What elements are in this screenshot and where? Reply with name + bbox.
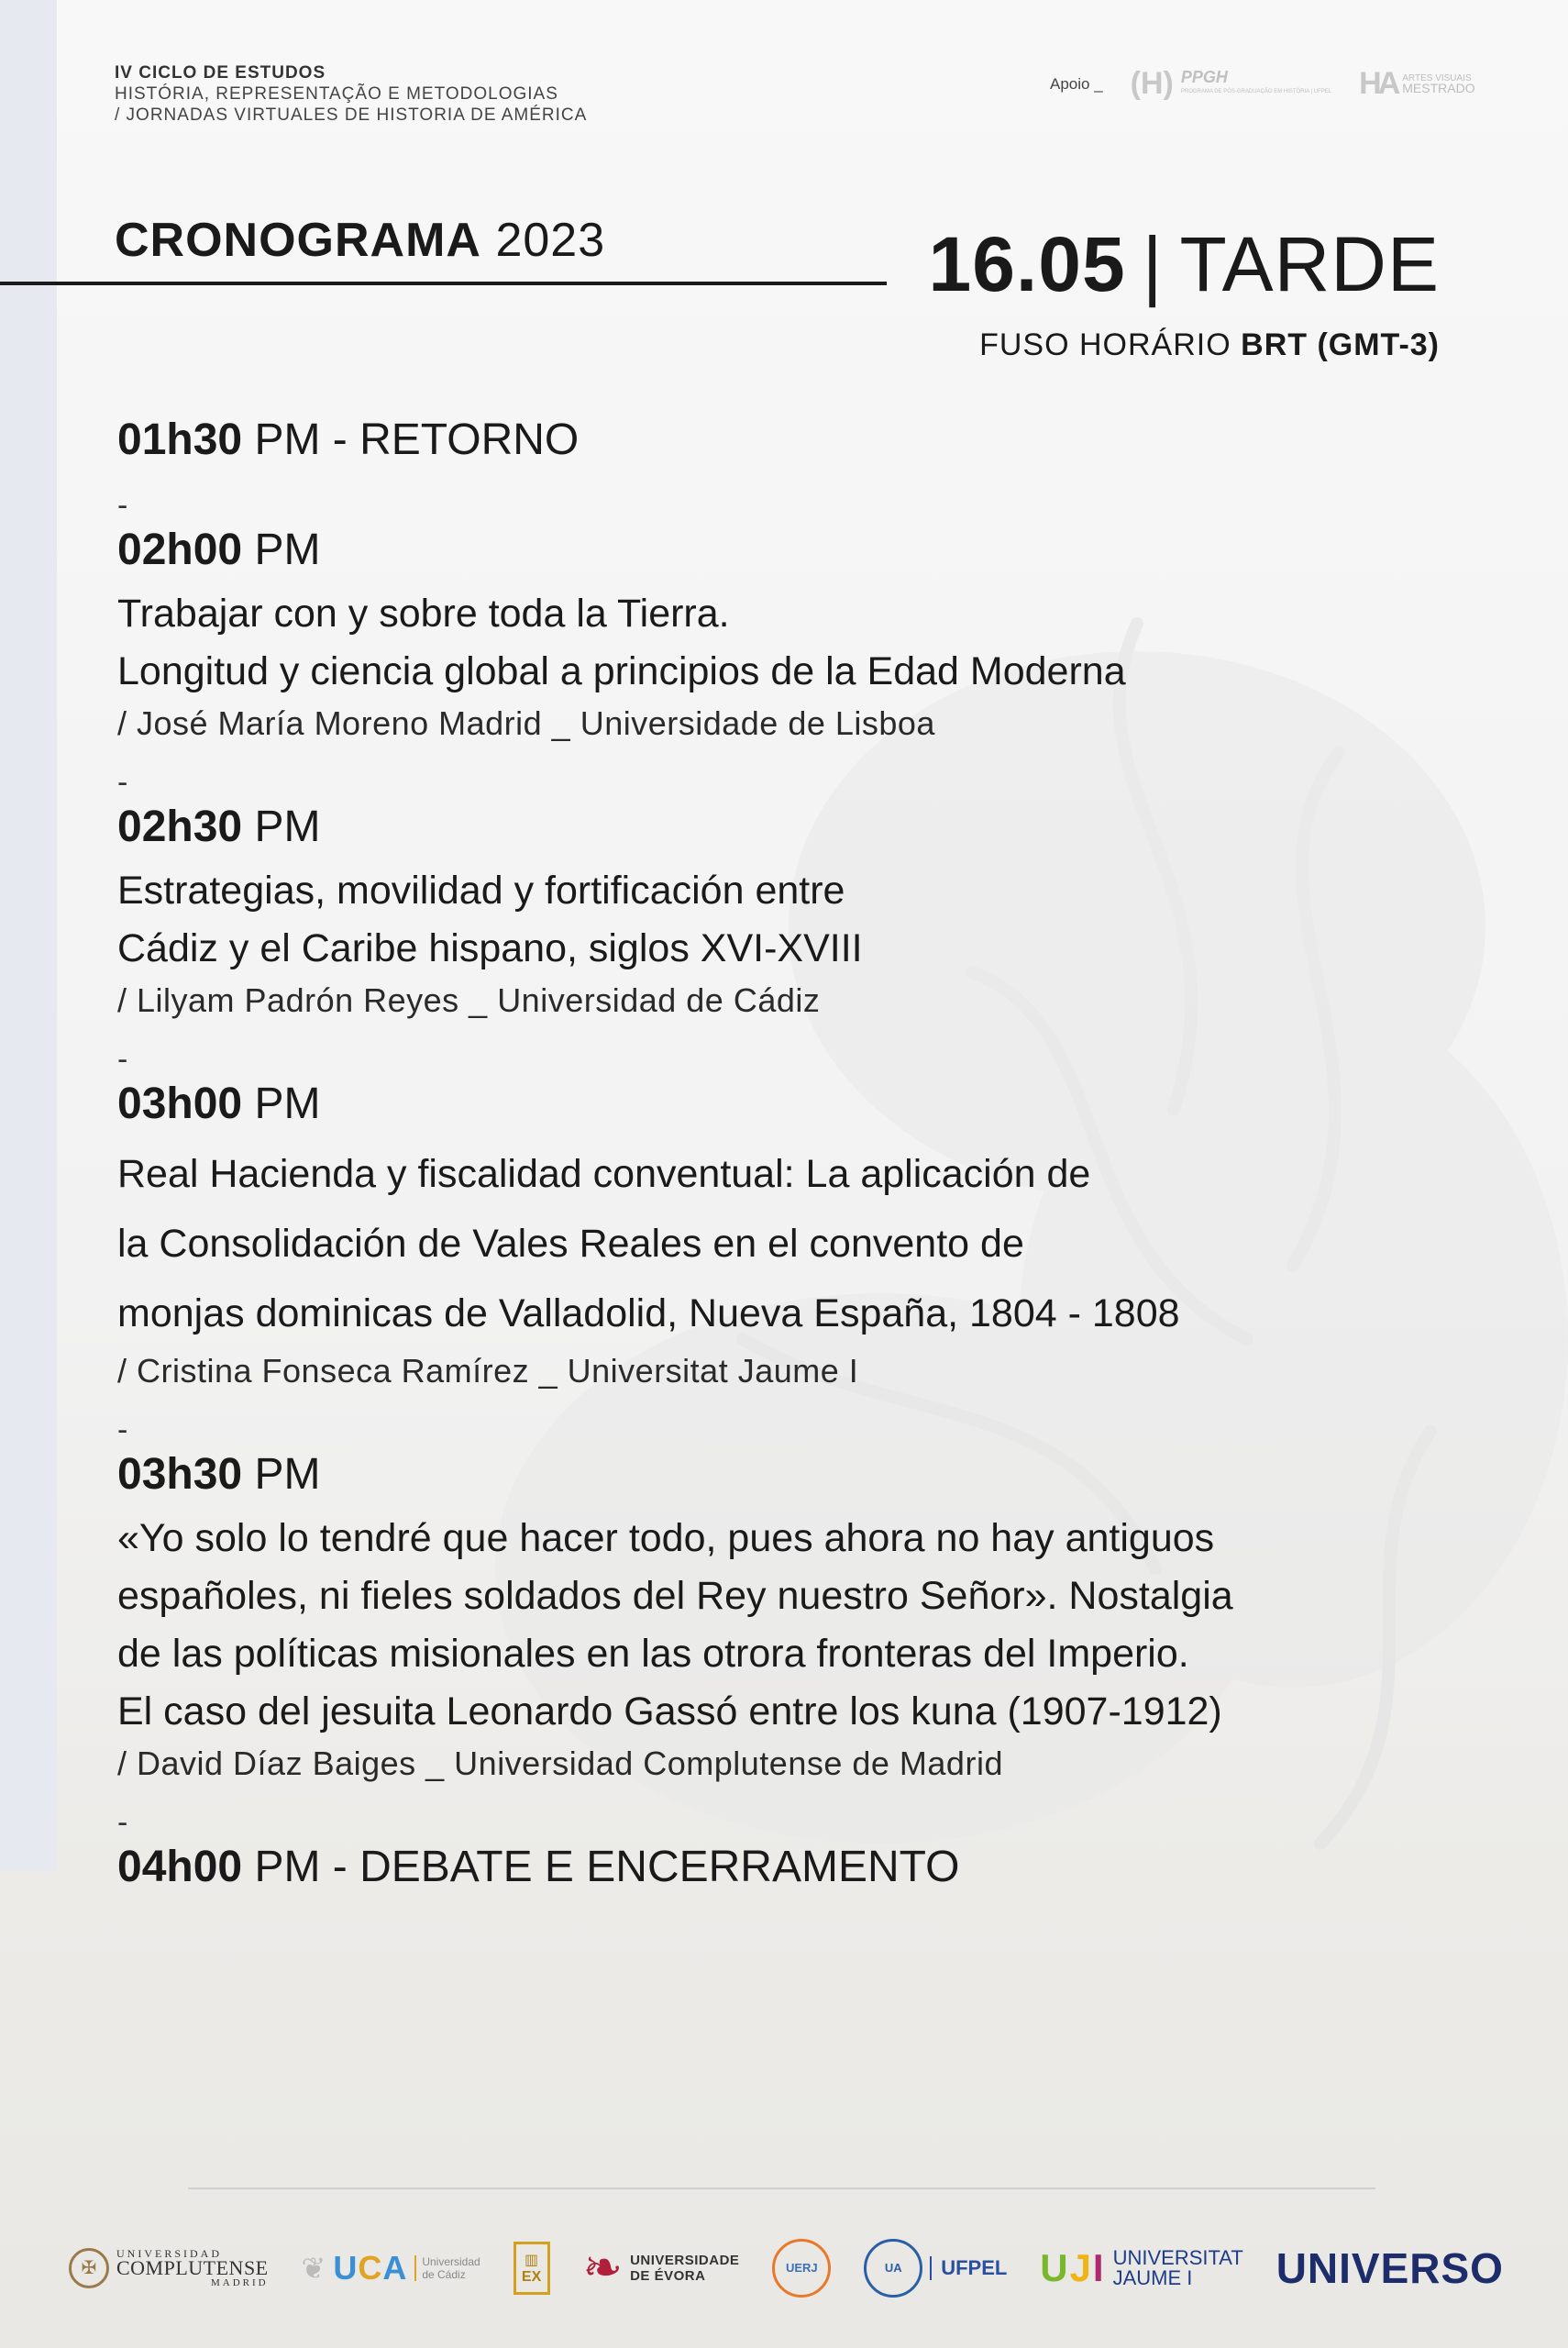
left-accent-strip — [0, 0, 57, 1871]
separator-dash: - — [117, 1805, 128, 1840]
event-header — [115, 62, 587, 126]
speaker: / David Díaz Baiges _ Universidad Complutense de Madrid — [117, 1744, 1003, 1782]
complutense-seal-icon: ✠ — [69, 2248, 109, 2288]
separator-dash: - — [117, 765, 128, 800]
talk-title: Estrategias, movilidad y fortificación entre Cádiz y el Caribe hispano, siglos XVI-XVIII — [117, 869, 863, 970]
ua-seal-icon: UA — [864, 2239, 922, 2298]
talk-title: Real Hacienda y fiscalidad conventual: La aplicación de la Consolidación de Vales Reales en el convento de monjas dominicas de Valladolid, Nueva España, 1804 - 1808 — [117, 1152, 1180, 1335]
timezone: FUSO HORÁRIO BRT (GMT-3) — [979, 327, 1440, 362]
speaker: / Cristina Fonseca Ramírez _ Universitat Jaume I — [117, 1352, 859, 1390]
event-date: 16.05 — [928, 221, 1126, 307]
schedule-time: 02h00 PM — [117, 526, 321, 574]
schedule-time: 02h30 PM — [117, 803, 321, 851]
cadiz-logo: ❦ UCA Universidad de Cádiz — [301, 2248, 480, 2287]
schedule-list — [117, 411, 1447, 1897]
separator-dash: - — [117, 488, 128, 523]
schedule-time: 01h30 PM - RETORNO — [117, 415, 580, 464]
footer-divider — [188, 2187, 1375, 2189]
universo-logo: UNIVERSO — [1275, 2243, 1504, 2292]
talk-title: «Yo solo lo tendré que hacer todo, pues ahora no hay antiguos españoles, ni fieles soldados del Rey nuestro Señor». Nostalgia de las políticas misionales en las otrora fronteras del Imperio. El caso del jesuita Leonardo Gassó entre los kuna (1907-1912) — [117, 1516, 1233, 1733]
jaume-i-logo: UJI UNIVERSITAT JAUME I — [1040, 2245, 1243, 2289]
date-separator: | — [1142, 221, 1164, 307]
complutense-logo: ✠ UNIVERSIDAD COMPLUTENSE MADRID — [69, 2246, 269, 2290]
separator-dash: - — [117, 1042, 128, 1077]
schedule-time: 04h00 PM - DEBATE E ENCERRAMENTO — [117, 1843, 960, 1891]
uca-wing-icon: ❦ — [301, 2251, 326, 2285]
ppgh-logo-mark: (H) — [1130, 66, 1174, 101]
uex-columns-icon: ▥ — [525, 2252, 539, 2268]
schedule-title: CRONOGRAMA 2023 — [115, 214, 606, 267]
schedule-time: 03h00 PM — [117, 1080, 321, 1128]
separator-dash: - — [117, 1412, 128, 1447]
event-subtitle-2: / JORNADAS VIRTUALES DE HISTORIA DE AMÉRICA — [115, 105, 588, 125]
event-subtitle: HISTÓRIA, REPRESENTAÇÃO E METODOLOGIAS — [115, 84, 558, 104]
support-logos — [1050, 66, 1475, 102]
speaker: / José María Moreno Madrid _ Universidade de Lisboa — [117, 704, 935, 742]
ufpel-logo: UA UFPEL — [864, 2239, 1007, 2298]
event-period: TARDE — [1179, 221, 1440, 307]
talk-title: Trabajar con y sobre toda la Tierra. Longitud y ciencia global a principios de la Edad Moderna — [117, 592, 1126, 693]
evora-logo: ❧ UNIVERSIDADE DE ÉVORA — [582, 2241, 740, 2295]
schedule-time: 03h30 PM — [117, 1450, 321, 1499]
title-underline — [0, 282, 887, 285]
partner-logos — [69, 2233, 1504, 2302]
uerj-logo: UERJ — [772, 2239, 831, 2298]
ppgh-logo: (H) PPGH PROGRAMA DE PÓS-GRADUAÇÃO EM HISTÓRIA | UFPEL — [1130, 66, 1332, 101]
event-series: IV CICLO DE ESTUDOS — [115, 63, 326, 83]
speaker: / Lilyam Padrón Reyes _ Universidad de Cádiz — [117, 981, 821, 1019]
artes-visuais-logo: HA ARTES VISUAIS MESTRADO — [1359, 66, 1475, 101]
date-heading — [928, 220, 1440, 309]
timezone-value: BRT (GMT-3) — [1241, 327, 1440, 362]
evora-bird-icon: ❧ — [582, 2241, 624, 2295]
support-label: Apoio _ — [1050, 74, 1103, 93]
artes-visuais-logo-mark: HA — [1359, 66, 1397, 101]
extremadura-logo: ▥ EX — [513, 2242, 550, 2295]
schedule-year: 2023 — [495, 214, 606, 267]
